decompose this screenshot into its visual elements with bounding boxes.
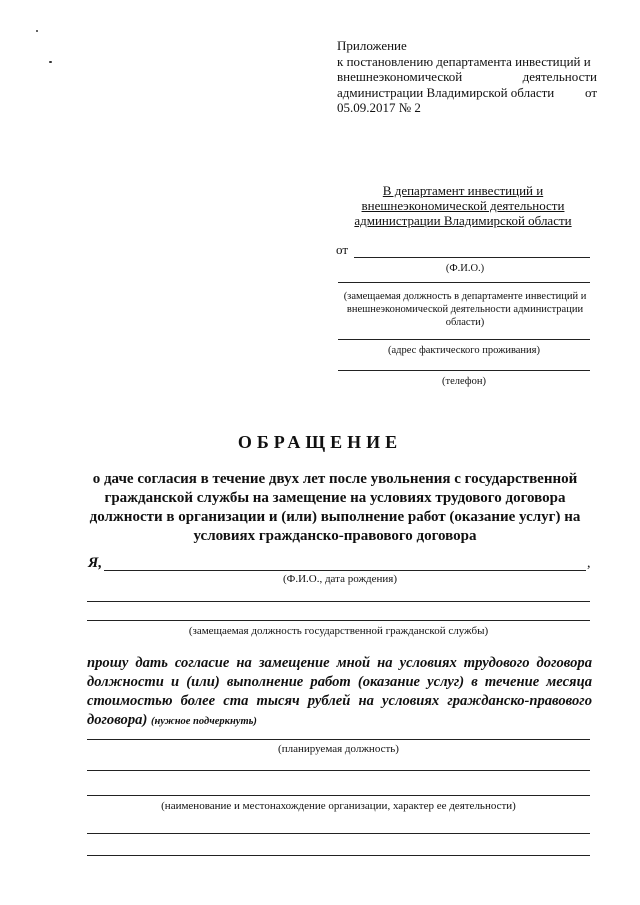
extra-field-line[interactable] (87, 833, 590, 834)
appendix-text: внешнеэкономической (337, 69, 463, 84)
appendix-line: к постановлению департамента инвестиций и (337, 53, 591, 69)
from-label: от (336, 242, 349, 257)
civil-position-field-line[interactable] (87, 601, 590, 602)
civil-position-field-line-2[interactable] (87, 620, 590, 621)
document-subject: о даче согласия в течение двух лет после увольнения с государственной гражданской службы на замещение на условиях трудового договора должности в организации и (или) выполнение работ (оказание услуг) на условиях гражданско-правового договора (89, 471, 581, 544)
fio-dob-field-line[interactable] (104, 570, 586, 571)
scan-dot (49, 61, 52, 63)
phone-field-line[interactable] (338, 370, 590, 371)
document-title: ОБРАЩЕНИЕ (237, 432, 403, 452)
request-main: прошу дать согласие на замещение мной на условиях трудового договора должности и (или) выполнение работ (оказание услуг) в течение месяца стоимостью более ста тысяч рублей на условиях гражданско-правового договора) (87, 655, 592, 728)
addressee-line: В департамент инвестиций и (382, 183, 544, 198)
civil-position-caption: (замещаемая должность государственной гражданской службы) (188, 625, 489, 637)
fio-caption: (Ф.И.О.) (445, 263, 485, 274)
appendix-line: Приложение (337, 38, 407, 53)
addressee-line: внешнеэкономической деятельности (361, 198, 565, 213)
fio-field-line[interactable] (354, 257, 590, 258)
appendix-note (337, 38, 597, 116)
address-field-line[interactable] (338, 339, 590, 340)
appendix-line (337, 69, 597, 85)
i-label: Я, (88, 555, 103, 571)
addressee-line: администрации Владимирской области (354, 213, 572, 228)
fio-dob-caption: (Ф.И.О., дата рождения) (282, 573, 398, 585)
organization-field-line[interactable] (87, 770, 590, 771)
position-field-line[interactable] (338, 282, 590, 283)
scan-dot (36, 30, 38, 32)
organization-caption: (наименование и местонахождение организации, характер ее деятельности) (161, 800, 516, 812)
planned-position-caption: (планируемая должность) (278, 743, 399, 755)
position-caption: (замещаемая должность в департаменте инвестиций и внешнеэкономической деятельности администрации области) (343, 291, 587, 328)
appendix-text: от (584, 84, 597, 100)
appendix-text: деятельности (522, 69, 597, 84)
request-text (87, 654, 592, 731)
organization-field-line-2[interactable] (87, 795, 590, 796)
comma: , (587, 556, 591, 571)
extra-field-line-2[interactable] (87, 855, 590, 856)
appendix-line (337, 85, 597, 101)
address-caption: (адрес фактического проживания) (388, 345, 540, 356)
phone-caption: (телефон) (442, 376, 486, 387)
appendix-date: 05.09.2017 № 2 (337, 100, 421, 115)
underline-note: (нужное подчеркнуть) (150, 716, 257, 727)
addressee (338, 183, 588, 228)
appendix-text: администрации Владимирской области (337, 84, 555, 100)
planned-position-field-line[interactable] (87, 739, 590, 740)
